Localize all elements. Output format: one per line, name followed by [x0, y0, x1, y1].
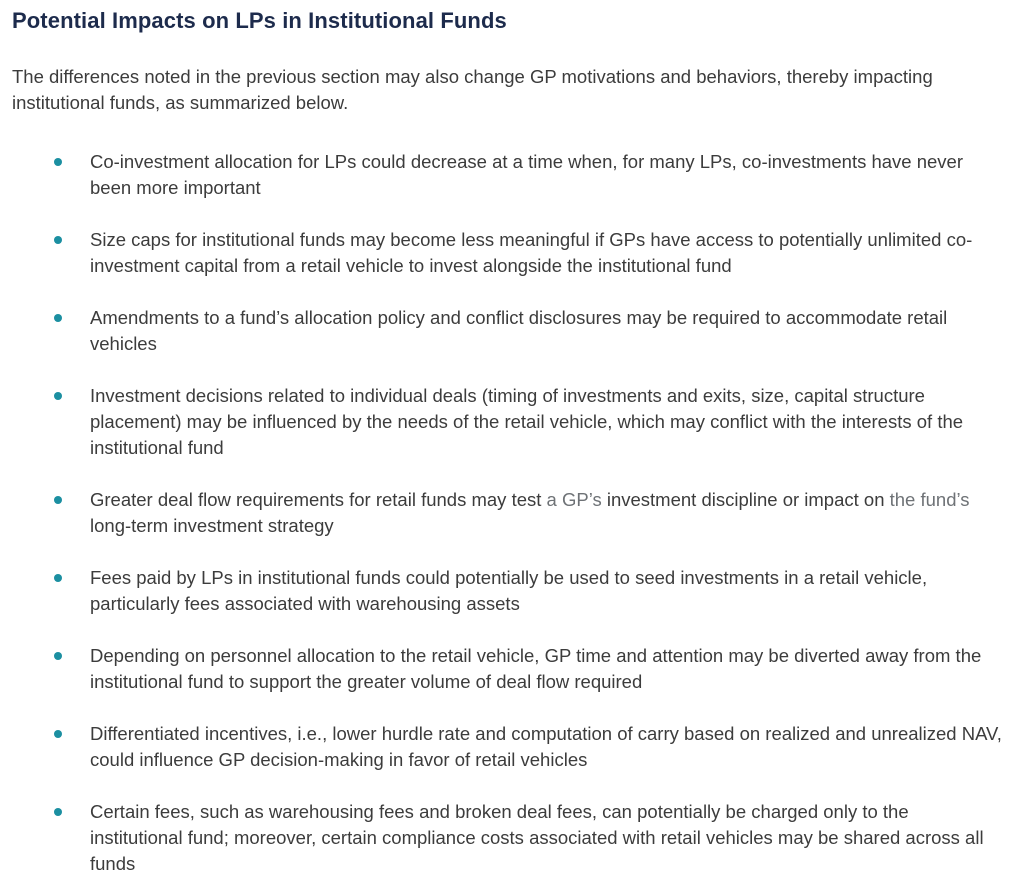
bullet-icon — [54, 392, 62, 400]
list-item-text — [90, 385, 963, 458]
list-item — [12, 383, 1002, 461]
list-item-text — [90, 307, 947, 354]
list-item-text — [90, 229, 972, 276]
bullet-icon — [54, 652, 62, 660]
text-segment: Fees paid by LPs in institutional funds could potentially be used to seed investments in a retail vehicle, particularly fees associated with warehousing assets — [90, 567, 928, 614]
text-segment: investment discipline or impact on — [601, 489, 890, 510]
muted-text-segment: the fund’s — [889, 489, 970, 510]
bullet-icon — [54, 574, 62, 582]
list-item — [12, 565, 1002, 617]
intro-paragraph: The differences noted in the previous section may also change GP motivations and behaviors, thereby impacting institutional funds, as summarized below. — [12, 66, 933, 113]
text-segment: Amendments to a fund’s allocation policy and conflict disclosures may be required to accommodate retail vehicles — [90, 307, 948, 354]
bullet-icon — [54, 496, 62, 504]
bullet-icon — [54, 730, 62, 738]
text-segment: Investment decisions related to individual deals (timing of investments and exits, size, capital structure placement) may be influenced by the needs of the retail vehicle, which may conflict with the interests of the institutional fund — [90, 385, 964, 458]
page-title: Potential Impacts on LPs in Institutional Funds — [12, 8, 507, 33]
list-item — [12, 799, 1002, 877]
list-item — [12, 721, 1002, 773]
bullet-icon — [54, 236, 62, 244]
list-item-text — [90, 801, 984, 874]
list-item-text — [90, 151, 963, 198]
muted-text-segment: a GP’s — [546, 489, 602, 510]
bullet-icon — [54, 314, 62, 322]
text-segment: long-term investment strategy — [90, 515, 334, 536]
bullet-icon — [54, 808, 62, 816]
list-item-text — [90, 723, 1002, 770]
list-item — [12, 643, 1002, 695]
list-item-text — [90, 489, 970, 536]
list-item — [12, 305, 1002, 357]
list-item — [12, 487, 1002, 539]
text-segment: Size caps for institutional funds may become less meaningful if GPs have access to potentially unlimited co-investment capital from a retail vehicle to invest alongside the institutional fund — [90, 229, 973, 276]
text-segment: Depending on personnel allocation to the retail vehicle, GP time and attention may be diverted away from the institutional fund to support the greater volume of deal flow required — [90, 645, 982, 692]
bullet-list — [12, 149, 1002, 877]
list-item-text — [90, 645, 981, 692]
text-segment: Certain fees, such as warehousing fees and broken deal fees, can potentially be charged only to the institutional fund; moreover, certain compliance costs associated with retail vehicles may be shared across all funds — [90, 801, 984, 874]
text-segment: Co-investment allocation for LPs could decrease at a time when, for many LPs, co-investments have never been more important — [90, 151, 964, 198]
bullet-icon — [54, 158, 62, 166]
list-item — [12, 227, 1002, 279]
text-segment: Greater deal flow requirements for retail funds may test — [90, 489, 547, 510]
list-item-text — [90, 567, 927, 614]
list-item — [12, 149, 1002, 201]
text-segment: Differentiated incentives, i.e., lower hurdle rate and computation of carry based on realized and unrealized NAV, could influence GP decision-making in favor of retail vehicles — [90, 723, 1002, 770]
